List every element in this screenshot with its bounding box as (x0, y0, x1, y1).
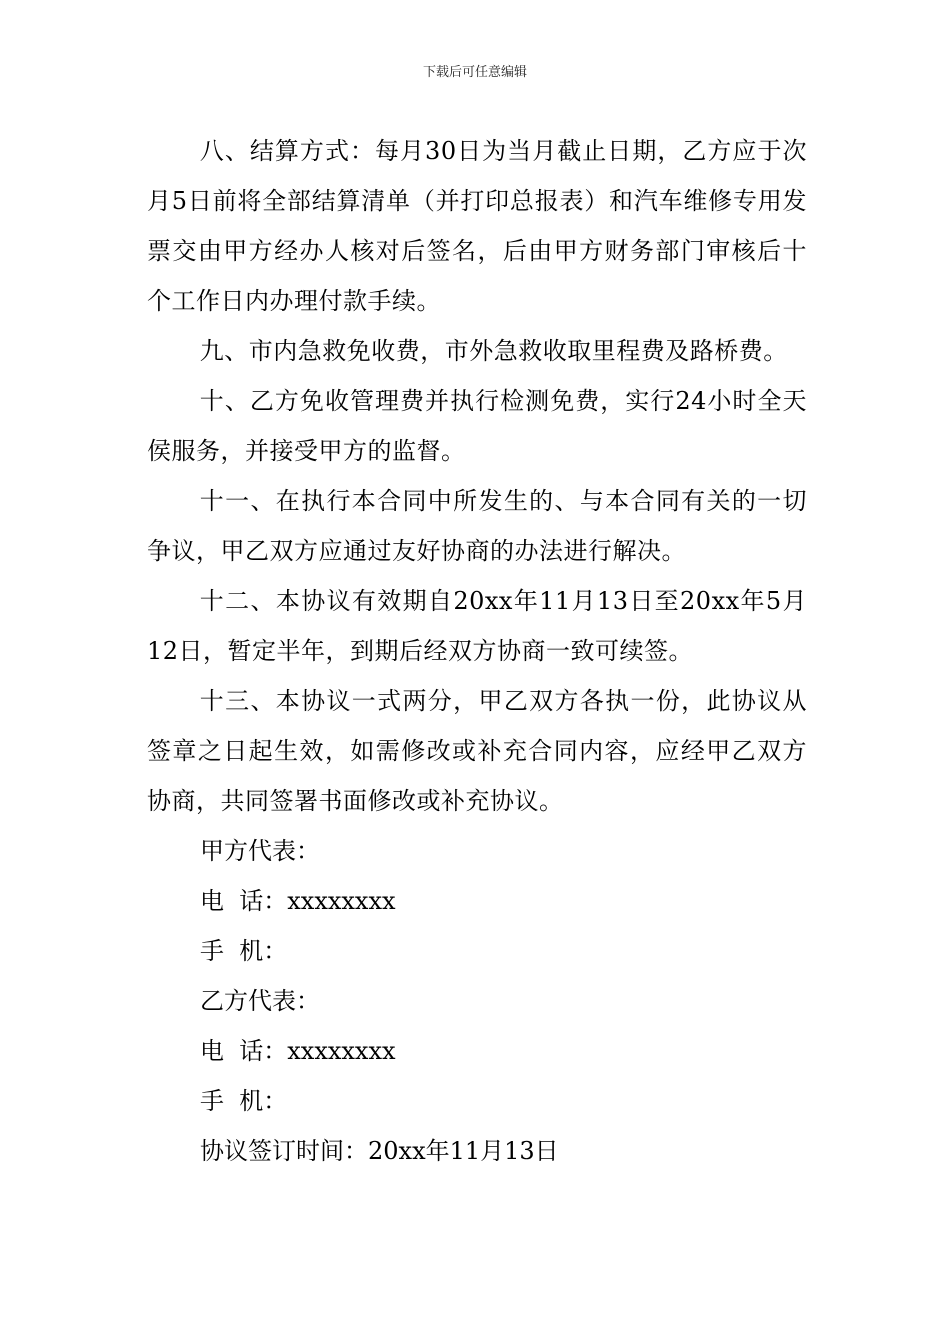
clause-12-validity: 十二、本协议有效期自20xx年11月13日至20xx年5月12日，暂定半年，到期后经双方协商一致可续签。 (147, 587, 807, 665)
signing-date: 协议签订时间：20xx年11月13日 (200, 1137, 559, 1165)
clause-9-emergency-fees: 九、市内急救免收费，市外急救收取里程费及路桥费。 (199, 337, 788, 365)
document-body (147, 126, 807, 1176)
party-a-mobile: 手 机： (200, 937, 288, 965)
party-b-representative: 乙方代表： (200, 987, 320, 1015)
party-b-phone: 电 话：xxxxxxxx (200, 1037, 396, 1065)
page-header-note: 下载后可任意编辑 (422, 65, 527, 80)
clause-13-copies: 十三、本协议一式两分，甲乙双方各执一份，此协议从签章之日起生效，如需修改或补充合同内容，应经甲乙双方协商，共同签署书面修改或补充协议。 (147, 687, 807, 815)
party-a-representative: 甲方代表： (200, 837, 320, 865)
clause-10-service: 十、乙方免收管理费并执行检测免费，实行24小时全天侯服务，并接受甲方的监督。 (147, 387, 807, 465)
clause-11-disputes: 十一、在执行本合同中所发生的、与本合同有关的一切争议，甲乙双方应通过友好协商的办法进行解决。 (147, 487, 807, 565)
clause-8-settlement: 八、结算方式：每月30日为当月截止日期，乙方应于次月5日前将全部结算清单（并打印总报表）和汽车维修专用发票交由甲方经办人核对后签名，后由甲方财务部门审核后十个工作日内办理付款手续。 (147, 137, 807, 315)
party-b-mobile: 手 机： (200, 1087, 288, 1115)
signature-block (147, 826, 807, 1176)
party-a-phone: 电 话：xxxxxxxx (200, 887, 396, 915)
